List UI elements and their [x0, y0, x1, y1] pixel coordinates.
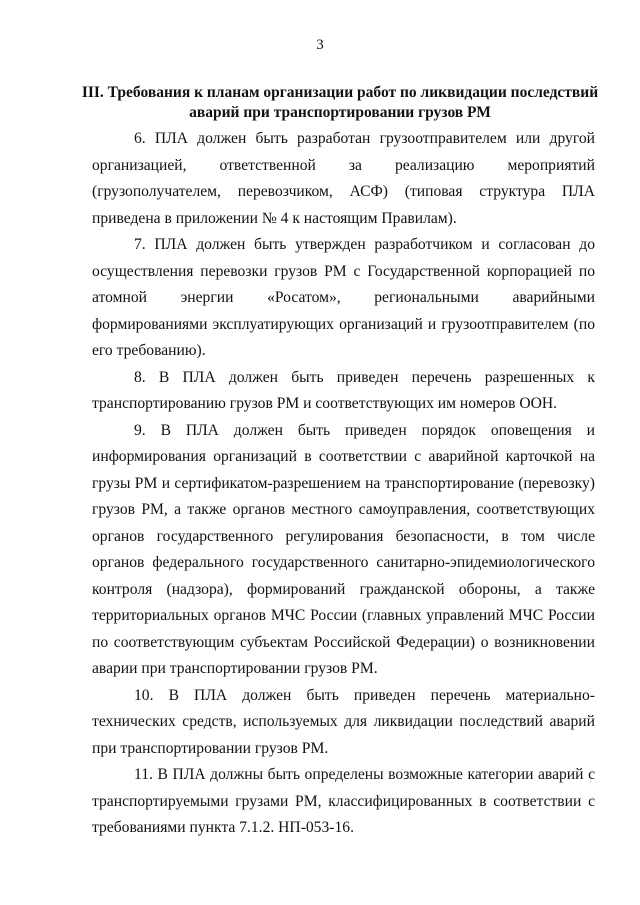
section-heading: III. Требования к планам организации работ по ликвидации последствий аварий при транспортировании грузов РМ [81, 84, 599, 121]
paragraph-11: 11. В ПЛА должны быть определены возможные категории аварий с транспортируемыми грузами РМ, классифицированных в соответствии с требованиями пункта 7.1.2. НП-053-16. [92, 766, 595, 836]
paragraph-10: 10. В ПЛА должен быть приведен перечень материально-технических средств, используемых для ликвидации последствий аварий при транспортировании грузов РМ. [92, 686, 595, 757]
body-text [92, 126, 595, 842]
paragraph-8: 8. В ПЛА должен быть приведен перечень разрешенных к транспортированию грузов РМ и соответствующих им номеров ООН. [92, 368, 595, 412]
paragraph-7: 7. ПЛА должен быть утвержден разработчиком и согласован до осуществления перевозки грузов РМ с Государственной корпорацией по атомной энергии «Росатом», региональными аварийными формированиями эксплуатирующих организаций и грузоотправителем (по его требованию). [92, 236, 595, 359]
paragraph-9: 9. В ПЛА должен быть приведен порядок оповещения и информирования организаций в соответствии с аварийной карточкой на грузы РМ и сертификатом-разрешением на транспортирование (перевозку) грузов РМ, а также органов местного самоуправления, соответствующих органов государственного регулирования безопасности, в том числе органов федерального государственного санитарно-эпидемиологического контроля (надзора), формирований гражданской обороны, а также территориальных органов МЧС России (главных управлений МЧС России по соответствующим субъектам Российской Федерации) о возникновении аварии при транспортировании грузов РМ. [92, 421, 595, 677]
page-number: 3 [316, 37, 324, 53]
paragraph-6: 6. ПЛА должен быть разработан грузоотправителем или другой организацией, ответственной за реализацию мероприятий (грузополучателем, перевозчиком, АСФ) (типовая структура ПЛА приведена в приложении № 4 к настоящим Правилам). [92, 130, 595, 227]
